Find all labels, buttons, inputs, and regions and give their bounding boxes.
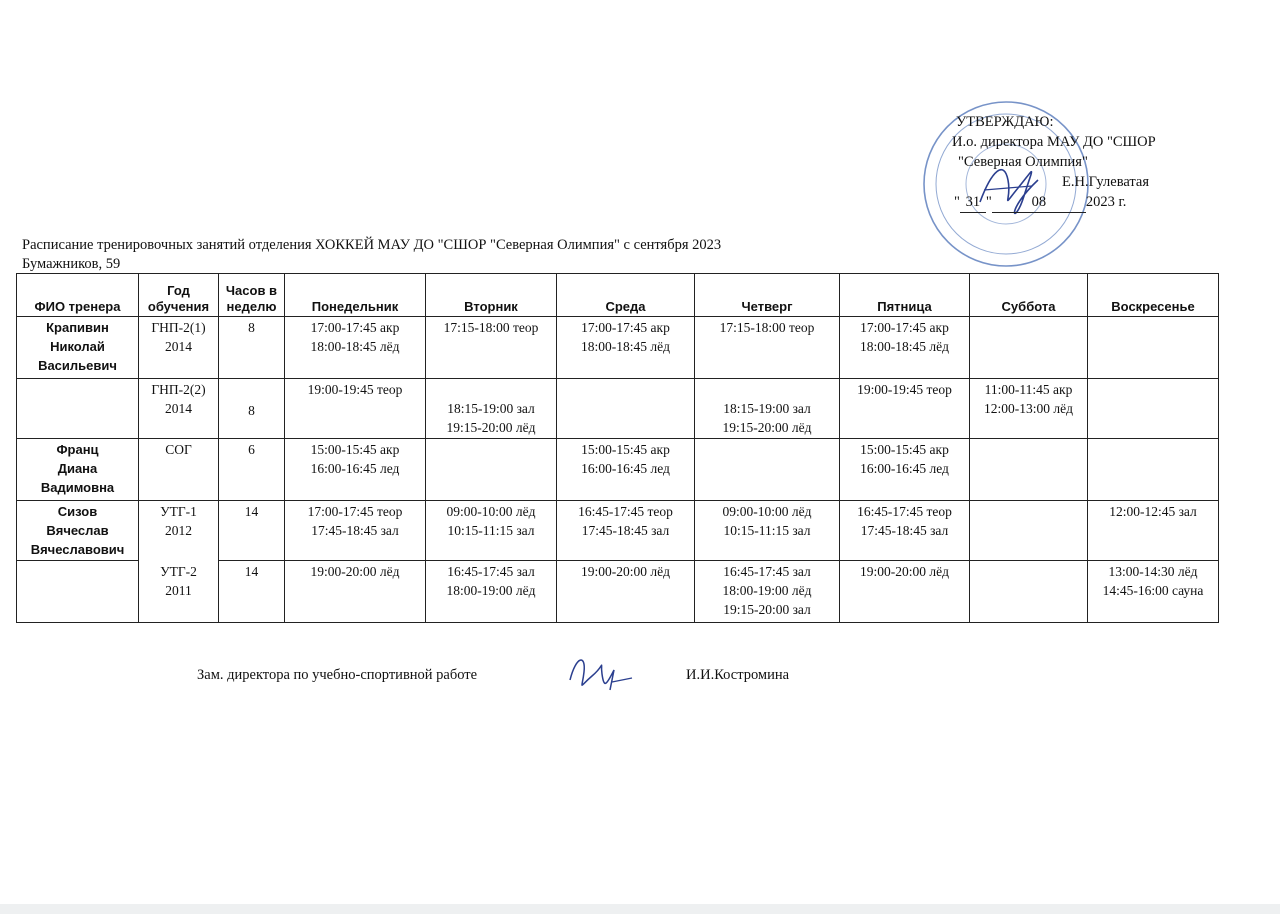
footer-name: И.И.Костромина <box>686 667 790 683</box>
header-row <box>17 274 1219 317</box>
date-day: 31 <box>960 192 986 213</box>
hours-cell: 6 <box>219 439 285 501</box>
group-name: СОГ <box>165 442 192 457</box>
header-sun: Воскресенье <box>1088 274 1219 317</box>
cell-mon <box>285 439 426 501</box>
trainer-patronymic: Вячеславович <box>30 542 125 557</box>
header-tue: Вторник <box>426 274 557 317</box>
slot: 17:45-18:45 зал <box>860 523 949 538</box>
cell-sun <box>1088 561 1219 623</box>
header-wed: Среда <box>557 274 695 317</box>
approve-org: "Северная Олимпия" <box>958 154 1088 170</box>
cell-sat <box>970 439 1088 501</box>
trainer-firstname: Николай <box>50 339 105 354</box>
group-cell <box>139 501 219 561</box>
group-cell <box>139 317 219 379</box>
hours-cell: 8 <box>219 379 285 439</box>
slot: 19:00-20:00 лёд <box>310 564 400 579</box>
slot: 12:00-13:00 лёд <box>984 401 1073 416</box>
slot: 16:00-16:45 лед <box>310 461 400 476</box>
table-row <box>17 561 1219 623</box>
slot: 16:45-17:45 теор <box>578 504 673 519</box>
cell-sun <box>1088 501 1219 561</box>
cell-tue <box>426 561 557 623</box>
slot: 11:00-11:45 акр <box>984 382 1073 397</box>
header-mon: Понедельник <box>285 274 426 317</box>
slot: 16:45-17:45 зал <box>447 564 535 579</box>
header-sat: Суббота <box>970 274 1088 317</box>
slot: 16:45-17:45 зал <box>723 564 811 579</box>
group-name: УТГ-1 <box>160 504 197 519</box>
slot: 17:00-17:45 акр <box>581 320 670 335</box>
trainer-patronymic: Васильевич <box>38 358 117 373</box>
cell-wed <box>557 561 695 623</box>
header-hours <box>219 274 285 317</box>
cell-thu <box>695 501 840 561</box>
cell-wed <box>557 317 695 379</box>
group-year: 2014 <box>165 339 192 354</box>
cell-tue <box>426 317 557 379</box>
slot: 19:00-20:00 лёд <box>860 564 949 579</box>
cell-fri <box>840 561 970 623</box>
document-title: Расписание тренировочных занятий отделения ХОККЕЙ МАУ ДО "СШОР "Северная Олимпия" с сентября 2023 <box>22 237 722 253</box>
group-cell <box>139 439 219 501</box>
slot: 19:00-19:45 теор <box>857 382 952 397</box>
table-row <box>17 317 1219 379</box>
approve-name: Е.Н.Гулеватая <box>1062 174 1150 190</box>
header-year-l2: обучения <box>147 299 210 314</box>
group-year: 2012 <box>165 523 192 538</box>
table-row <box>17 501 1219 561</box>
slot: 15:00-15:45 акр <box>310 442 400 457</box>
approval-block <box>952 112 1252 213</box>
group-year: 2011 <box>165 582 192 598</box>
date-month: 08 <box>992 192 1086 213</box>
cell-fri <box>840 379 970 439</box>
slot: 10:15-11:15 зал <box>723 523 811 538</box>
group-cell <box>139 379 219 439</box>
cell-sun <box>1088 439 1219 501</box>
slot: 18:00-18:45 лёд <box>860 339 949 354</box>
cell-sat <box>970 561 1088 623</box>
date-quote-open: " <box>954 194 960 210</box>
group-name: ГНП-2(1) <box>151 320 206 335</box>
slot: 18:15-19:00 зал <box>723 401 811 416</box>
trainer-surname: Сизов <box>57 504 98 519</box>
slot: 09:00-10:00 лёд <box>722 504 812 519</box>
slot: 18:00-18:45 лёд <box>581 339 670 354</box>
cell-sun <box>1088 317 1219 379</box>
cell-fri <box>840 439 970 501</box>
group-year: 2014 <box>165 401 192 416</box>
hours-cell: 8 <box>219 317 285 379</box>
slot: 12:00-12:45 зал <box>1109 504 1197 519</box>
cell-mon <box>285 317 426 379</box>
table-row <box>17 439 1219 501</box>
slot: 19:00-19:45 теор <box>307 382 403 397</box>
group-name: ГНП-2(2) <box>151 382 206 397</box>
slot: 15:00-15:45 акр <box>581 442 670 457</box>
schedule-table <box>16 273 1219 623</box>
cell-wed <box>557 379 695 439</box>
cell-mon <box>285 561 426 623</box>
trainer-patronymic: Вадимовна <box>40 480 115 495</box>
table-row <box>17 379 1219 439</box>
trainer-name <box>17 317 139 379</box>
approve-heading: УТВЕРЖДАЮ: <box>956 114 1054 130</box>
cell-sat <box>970 317 1088 379</box>
header-trainer: ФИО тренера <box>17 274 139 317</box>
slot: 19:15-20:00 лёд <box>722 420 812 435</box>
header-year-l1: Год <box>167 283 190 298</box>
cell-thu <box>695 561 840 623</box>
cell-tue <box>426 379 557 439</box>
footer-role: Зам. директора по учебно-спортивной работе <box>197 667 478 683</box>
slot: 17:00-17:45 теор <box>307 504 403 519</box>
slot: 19:15-20:00 зал <box>723 602 811 617</box>
document-address: Бумажников, 59 <box>22 256 121 272</box>
header-thu: Четверг <box>695 274 840 317</box>
slot: 17:15-18:00 теор <box>443 320 539 335</box>
slot: 16:00-16:45 лед <box>860 461 949 476</box>
slot: 18:00-18:45 лёд <box>310 339 400 354</box>
cell-thu <box>695 439 840 501</box>
slot: 17:00-17:45 акр <box>860 320 949 335</box>
cell-thu <box>695 317 840 379</box>
date-quote-close: " <box>985 194 992 210</box>
header-year <box>139 274 219 317</box>
slot: 13:00-14:30 лёд <box>1108 564 1198 579</box>
cell-sat <box>970 379 1088 439</box>
slot: 17:15-18:00 теор <box>719 320 815 335</box>
cell-fri <box>840 501 970 561</box>
cell-tue <box>426 501 557 561</box>
trainer-firstname: Диана <box>57 461 98 476</box>
slot: 18:00-19:00 лёд <box>446 583 536 598</box>
date-year: 2023 г. <box>1085 194 1127 210</box>
trainer-surname: Франц <box>56 442 99 457</box>
cell-mon <box>285 501 426 561</box>
cell-fri <box>840 317 970 379</box>
deputy-signature <box>566 650 636 694</box>
slot: 15:00-15:45 акр <box>860 442 949 457</box>
hours-cell: 14 <box>219 501 285 561</box>
slot: 19:15-20:00 лёд <box>446 420 536 435</box>
trainer-surname: Крапивин <box>46 320 109 335</box>
slot: 19:00-20:00 лёд <box>581 564 670 579</box>
approve-position: И.о. директора МАУ ДО "СШОР <box>952 134 1156 150</box>
trainer-name-continued <box>17 561 139 623</box>
trainer-name-continued <box>17 379 139 439</box>
slot: 17:00-17:45 акр <box>310 320 400 335</box>
cell-sun <box>1088 379 1219 439</box>
cell-tue <box>426 439 557 501</box>
slot: 14:45-16:00 сауна <box>1102 583 1204 598</box>
slot: 09:00-10:00 лёд <box>446 504 536 519</box>
hours-cell: 14 <box>219 561 285 623</box>
cell-wed <box>557 501 695 561</box>
slot: 10:15-11:15 зал <box>447 523 535 538</box>
trainer-firstname: Вячеслав <box>46 523 109 538</box>
cell-wed <box>557 439 695 501</box>
page-bottom-edge <box>0 904 1280 914</box>
slot: 17:45-18:45 зал <box>311 523 399 538</box>
header-hours-l2: неделю <box>226 299 277 314</box>
header-hours-l1: Часов в <box>225 283 278 298</box>
slot: 17:45-18:45 зал <box>581 523 670 538</box>
cell-sat <box>970 501 1088 561</box>
trainer-name <box>17 501 139 561</box>
slot: 18:15-19:00 зал <box>447 401 535 416</box>
cell-mon <box>285 379 426 439</box>
approve-date <box>954 192 1252 213</box>
slot: 16:45-17:45 теор <box>857 504 952 519</box>
slot: 18:00-19:00 лёд <box>722 583 812 598</box>
trainer-name <box>17 439 139 501</box>
slot: 16:00-16:45 лед <box>581 461 670 476</box>
group-name: УТГ-2 <box>160 563 197 579</box>
header-fri: Пятница <box>840 274 970 317</box>
cell-thu <box>695 379 840 439</box>
group-cell <box>139 561 219 623</box>
